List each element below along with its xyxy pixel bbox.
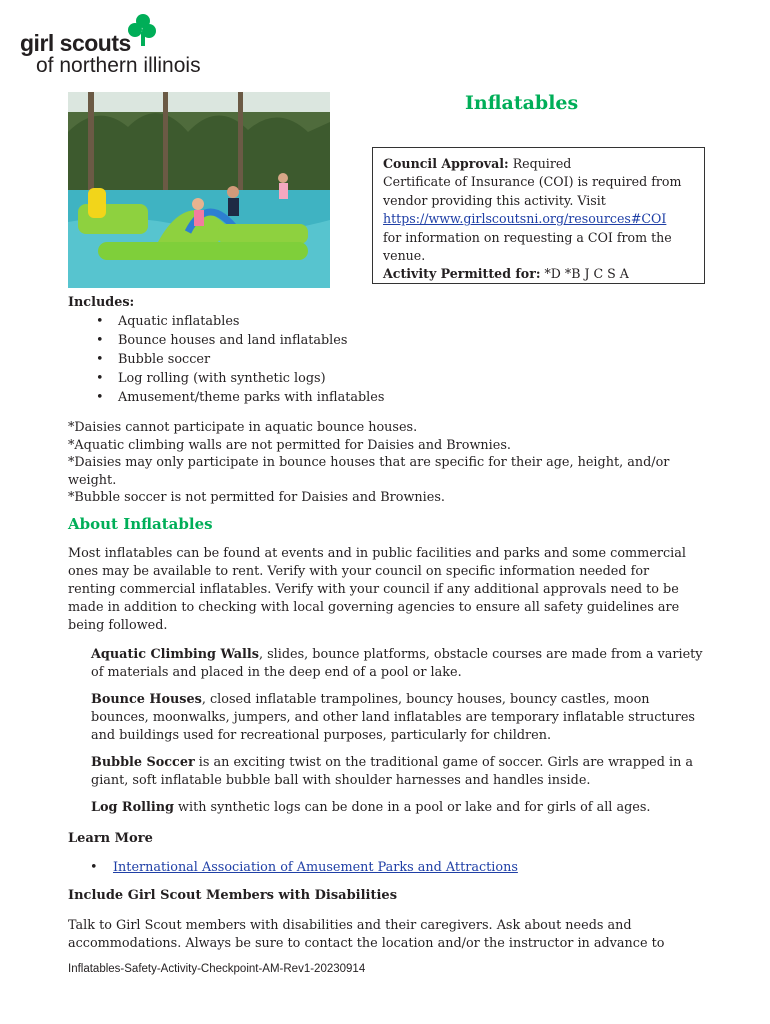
permitted-label: Activity Permitted for: — [383, 266, 541, 282]
document-footer-id: Inflatables-Safety-Activity-Checkpoint-AM-Rev1-20230914 — [68, 963, 366, 975]
council-approval-label: Council Approval: — [383, 156, 509, 171]
page-title: Inflatables — [465, 92, 579, 114]
definition-item — [91, 691, 703, 745]
disabilities-heading: Include Girl Scout Members with Disabilities — [68, 888, 398, 903]
gsni-logo — [20, 12, 220, 76]
coi-text: Certificate of Insurance (COI) is required from vendor providing this activity. Visit — [383, 174, 682, 208]
definition-item — [91, 799, 703, 817]
list-item: • Bounce houses and land inflatables — [118, 331, 708, 350]
note: *Daisies cannot participate in aquatic bounce houses. — [68, 420, 418, 435]
list-item: • Log rolling (with synthetic logs) — [118, 369, 708, 388]
logo-text-secondary: of northern illinois — [36, 54, 201, 77]
definition-term: Log Rolling — [91, 800, 174, 815]
disabilities-paragraph: Talk to Girl Scout members with disabilities and their caregivers. Ask about needs and accommodations. Always be sure to contact the location and/or the instructor in advance to — [68, 918, 665, 951]
definition-item — [91, 754, 703, 790]
definition-term: Bounce Houses — [91, 692, 202, 707]
bullet-icon: • — [90, 860, 98, 875]
note: *Aquatic climbing walls are not permitted for Daisies and Brownies. — [68, 437, 511, 453]
definition-term: Aquatic Climbing Walls — [91, 647, 259, 662]
definition-item — [91, 646, 703, 682]
council-approval-value: Required — [508, 156, 572, 171]
note: *Daisies may only participate in bounce houses that are specific for their age, height, and/or weight. — [68, 455, 670, 488]
council-approval-box — [372, 147, 705, 284]
logo-text-primary: girl scouts — [20, 30, 131, 56]
list-item: • Aquatic inflatables — [118, 312, 708, 331]
list-item: • Amusement/theme parks with inflatables — [118, 388, 708, 407]
definition-term: Bubble Soccer — [91, 755, 195, 770]
definition-text: is an exciting twist on the traditional game of soccer. Girls are wrapped in a giant, soft inflatable bubble ball with shoulder harnesses and handles inside. — [91, 755, 694, 788]
definition-text: with synthetic logs can be done in a pool or lake and for girls of all ages. — [173, 800, 651, 815]
note: *Bubble soccer is not permitted for Daisies and Brownies. — [68, 490, 445, 505]
includes-section — [68, 293, 708, 407]
restriction-notes — [68, 419, 688, 507]
about-heading: About Inflatables — [68, 515, 213, 533]
about-paragraph: Most inflatables can be found at events and in public facilities and parks and some commercial ones may be available to rent. Verify with your council on specific information needed for renting commercial inflatables. Verify with your council if any additional approvals need to be made in addition to checking with local governing agencies to ensure all safety guidelines are being followed. — [68, 546, 686, 633]
learn-more-heading: Learn More — [68, 831, 153, 846]
definition-text: , closed inflatable trampolines, bouncy houses, bouncy castles, moon bounces, moonwalks, jumpers, and other land inflatables are temporary inflatable structures and buildings used for recreational purposes, particularly for children. — [91, 692, 696, 743]
includes-list — [68, 312, 708, 407]
includes-heading: Includes: — [68, 295, 135, 310]
definitions — [91, 646, 703, 826]
iaapa-link[interactable]: International Association of Amusement Parks and Attractions — [113, 860, 518, 875]
coi-link[interactable]: https://www.girlscoutsni.org/resources#COI — [383, 211, 667, 227]
coi-after-text: for information on requesting a COI from the venue. — [383, 229, 672, 264]
disabilities-body — [68, 917, 694, 953]
list-item: • Bubble soccer — [118, 350, 708, 369]
inflatables-photo — [68, 92, 330, 288]
definition-text: , slides, bounce platforms, obstacle courses are made from a variety of materials and placed in the deep end of a pool or lake. — [91, 647, 703, 680]
permitted-value: *D *B J C S A — [540, 266, 629, 282]
about-body — [68, 545, 694, 635]
